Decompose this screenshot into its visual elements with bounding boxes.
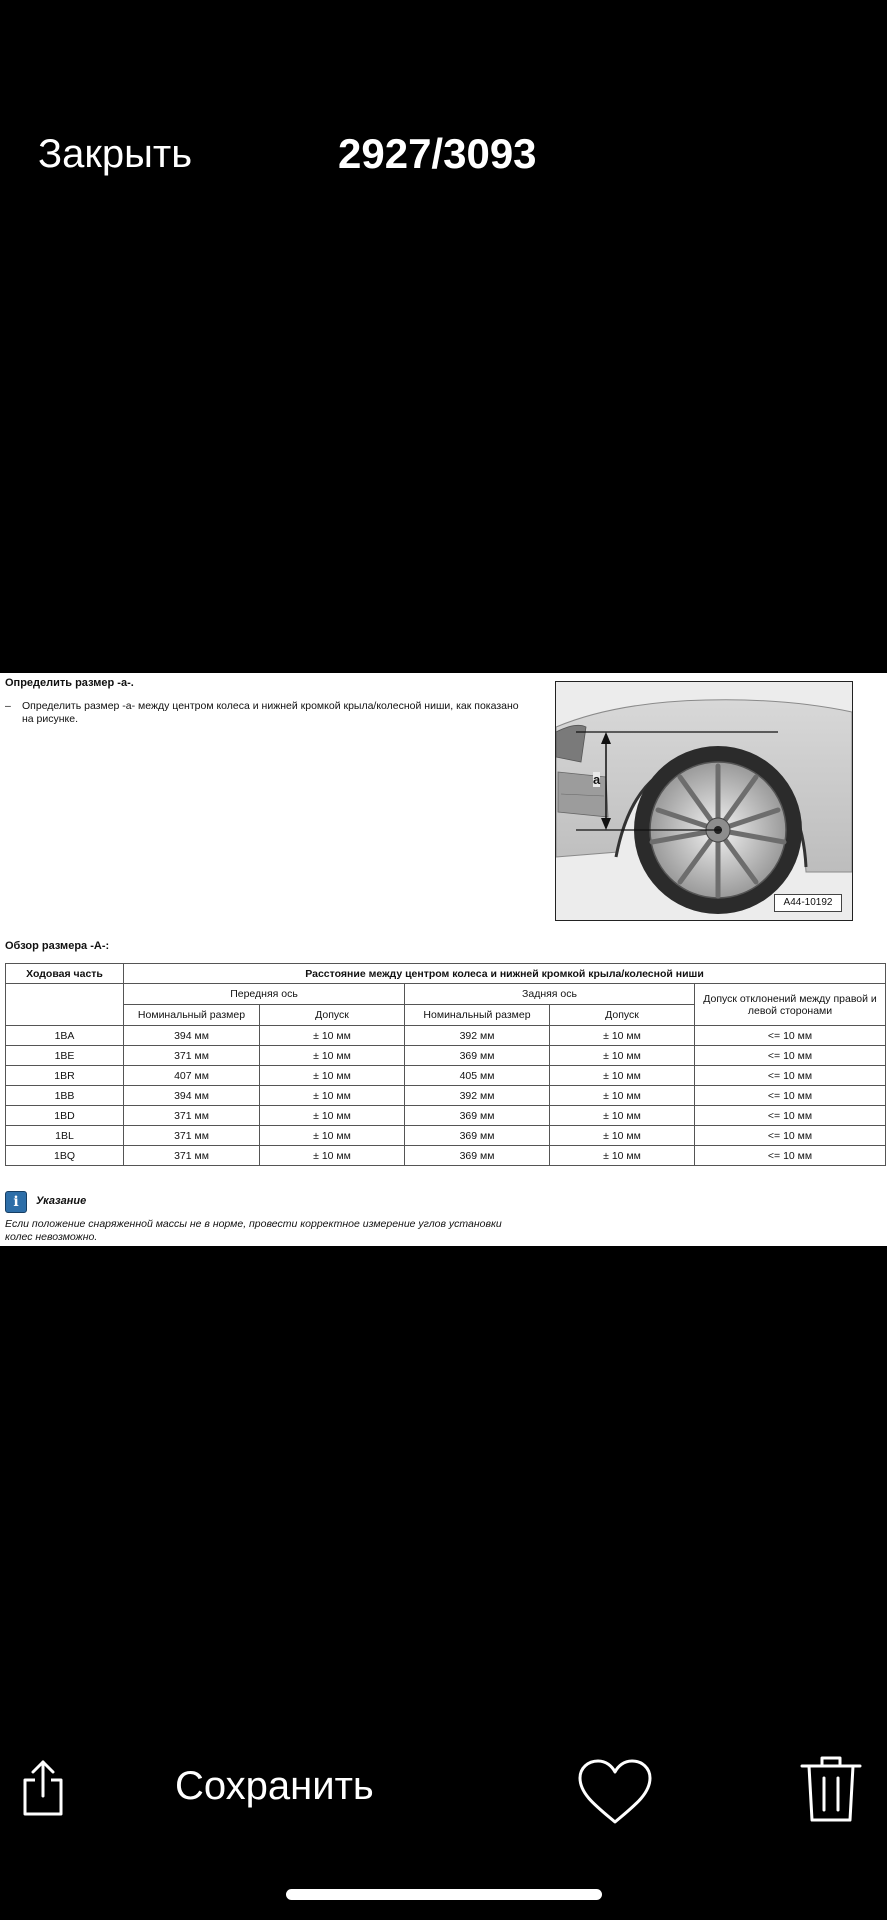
bullet-dash: – xyxy=(5,700,11,712)
image-counter: 2927/3093 xyxy=(338,130,537,177)
cell-rear-nominal: 405 мм xyxy=(405,1066,550,1086)
cell-code: 1BA xyxy=(6,1026,124,1046)
cell-front-nominal: 394 мм xyxy=(124,1086,260,1106)
header-rear-nominal: Номинальный размер xyxy=(405,1005,550,1026)
cell-front-tolerance: ± 10 мм xyxy=(260,1146,405,1166)
table-row xyxy=(6,1066,886,1086)
cell-front-nominal: 371 мм xyxy=(124,1126,260,1146)
note-text: Если положение снаряженной массы не в норме, провести корректное измерение углов установки колес невозможно. xyxy=(5,1218,502,1243)
header-chassis: Ходовая часть xyxy=(6,964,124,984)
dimension-table xyxy=(5,963,886,1166)
cell-code: 1BR xyxy=(6,1066,124,1086)
wheel-illustration xyxy=(556,682,852,920)
cell-rear-tolerance: ± 10 мм xyxy=(550,1046,695,1066)
cell-lr-tolerance: <= 10 мм xyxy=(695,1106,886,1126)
cell-code: 1BE xyxy=(6,1046,124,1066)
cell-front-nominal: 371 мм xyxy=(124,1106,260,1126)
table-row xyxy=(6,1046,886,1066)
info-icon: i xyxy=(5,1191,27,1213)
cell-front-tolerance: ± 10 мм xyxy=(260,1026,405,1046)
header-tolerance-lr: Допуск отклонений между правой и левой сторонами xyxy=(695,984,886,1026)
wheel-figure xyxy=(555,681,853,921)
cell-rear-nominal: 369 мм xyxy=(405,1126,550,1146)
header-front-tolerance: Допуск xyxy=(260,1005,405,1026)
cell-lr-tolerance: <= 10 мм xyxy=(695,1066,886,1086)
document-image[interactable] xyxy=(0,673,887,1246)
header-front-nominal: Номинальный размер xyxy=(124,1005,260,1026)
trash-icon xyxy=(800,1754,862,1824)
share-button[interactable] xyxy=(20,1758,66,1818)
table-row xyxy=(6,1026,886,1046)
cell-rear-nominal: 369 мм xyxy=(405,1046,550,1066)
section-heading: Определить размер -a-. xyxy=(5,677,134,689)
cell-front-nominal: 407 мм xyxy=(124,1066,260,1086)
cell-rear-nominal: 369 мм xyxy=(405,1106,550,1126)
note-title: Указание xyxy=(36,1195,87,1207)
share-icon xyxy=(20,1758,66,1818)
cell-rear-nominal: 392 мм xyxy=(405,1086,550,1106)
cell-rear-tolerance: ± 10 мм xyxy=(550,1126,695,1146)
header-front-axle: Передняя ось xyxy=(124,984,405,1005)
cell-lr-tolerance: <= 10 мм xyxy=(695,1026,886,1046)
cell-front-nominal: 371 мм xyxy=(124,1146,260,1166)
cell-lr-tolerance: <= 10 мм xyxy=(695,1046,886,1066)
header-rear-tolerance: Допуск xyxy=(550,1005,695,1026)
heart-icon xyxy=(576,1758,654,1828)
cell-rear-tolerance: ± 10 мм xyxy=(550,1066,695,1086)
figure-code: A44-10192 xyxy=(774,894,842,912)
cell-lr-tolerance: <= 10 мм xyxy=(695,1146,886,1166)
home-indicator[interactable] xyxy=(286,1889,602,1900)
cell-front-tolerance: ± 10 мм xyxy=(260,1106,405,1126)
overview-heading: Обзор размера -A-: xyxy=(5,940,110,952)
cell-rear-nominal: 369 мм xyxy=(405,1146,550,1166)
like-button[interactable] xyxy=(576,1758,654,1828)
top-bar xyxy=(0,120,887,190)
save-button[interactable]: Сохранить xyxy=(175,1764,374,1808)
cell-lr-tolerance: <= 10 мм xyxy=(695,1086,886,1106)
table-row xyxy=(6,1126,886,1146)
cell-code: 1BL xyxy=(6,1126,124,1146)
cell-rear-nominal: 392 мм xyxy=(405,1026,550,1046)
cell-rear-tolerance: ± 10 мм xyxy=(550,1026,695,1046)
table-row xyxy=(6,1106,886,1126)
cell-front-tolerance: ± 10 мм xyxy=(260,1046,405,1066)
header-empty xyxy=(6,984,124,1026)
table-row xyxy=(6,1086,886,1106)
bottom-toolbar xyxy=(0,1750,887,1840)
close-button[interactable]: Закрыть xyxy=(38,132,193,176)
table-row xyxy=(6,1146,886,1166)
cell-front-tolerance: ± 10 мм xyxy=(260,1066,405,1086)
cell-rear-tolerance: ± 10 мм xyxy=(550,1106,695,1126)
cell-code: 1BQ xyxy=(6,1146,124,1166)
cell-front-nominal: 371 мм xyxy=(124,1046,260,1066)
cell-code: 1BB xyxy=(6,1086,124,1106)
cell-lr-tolerance: <= 10 мм xyxy=(695,1126,886,1146)
cell-rear-tolerance: ± 10 мм xyxy=(550,1146,695,1166)
cell-rear-tolerance: ± 10 мм xyxy=(550,1086,695,1106)
cell-front-nominal: 394 мм xyxy=(124,1026,260,1046)
instruction-bullet xyxy=(5,700,525,726)
bullet-text: Определить размер -a- между центром колеса и нижней кромкой крыла/колесной ниши, как показано на рисунке. xyxy=(22,700,519,725)
cell-front-tolerance: ± 10 мм xyxy=(260,1086,405,1106)
dimension-label: a xyxy=(593,772,601,787)
header-rear-axle: Задняя ось xyxy=(405,984,695,1005)
cell-code: 1BD xyxy=(6,1106,124,1126)
header-distance: Расстояние между центром колеса и нижней кромкой крыла/колесной ниши xyxy=(124,964,886,984)
delete-button[interactable] xyxy=(800,1754,862,1824)
cell-front-tolerance: ± 10 мм xyxy=(260,1126,405,1146)
